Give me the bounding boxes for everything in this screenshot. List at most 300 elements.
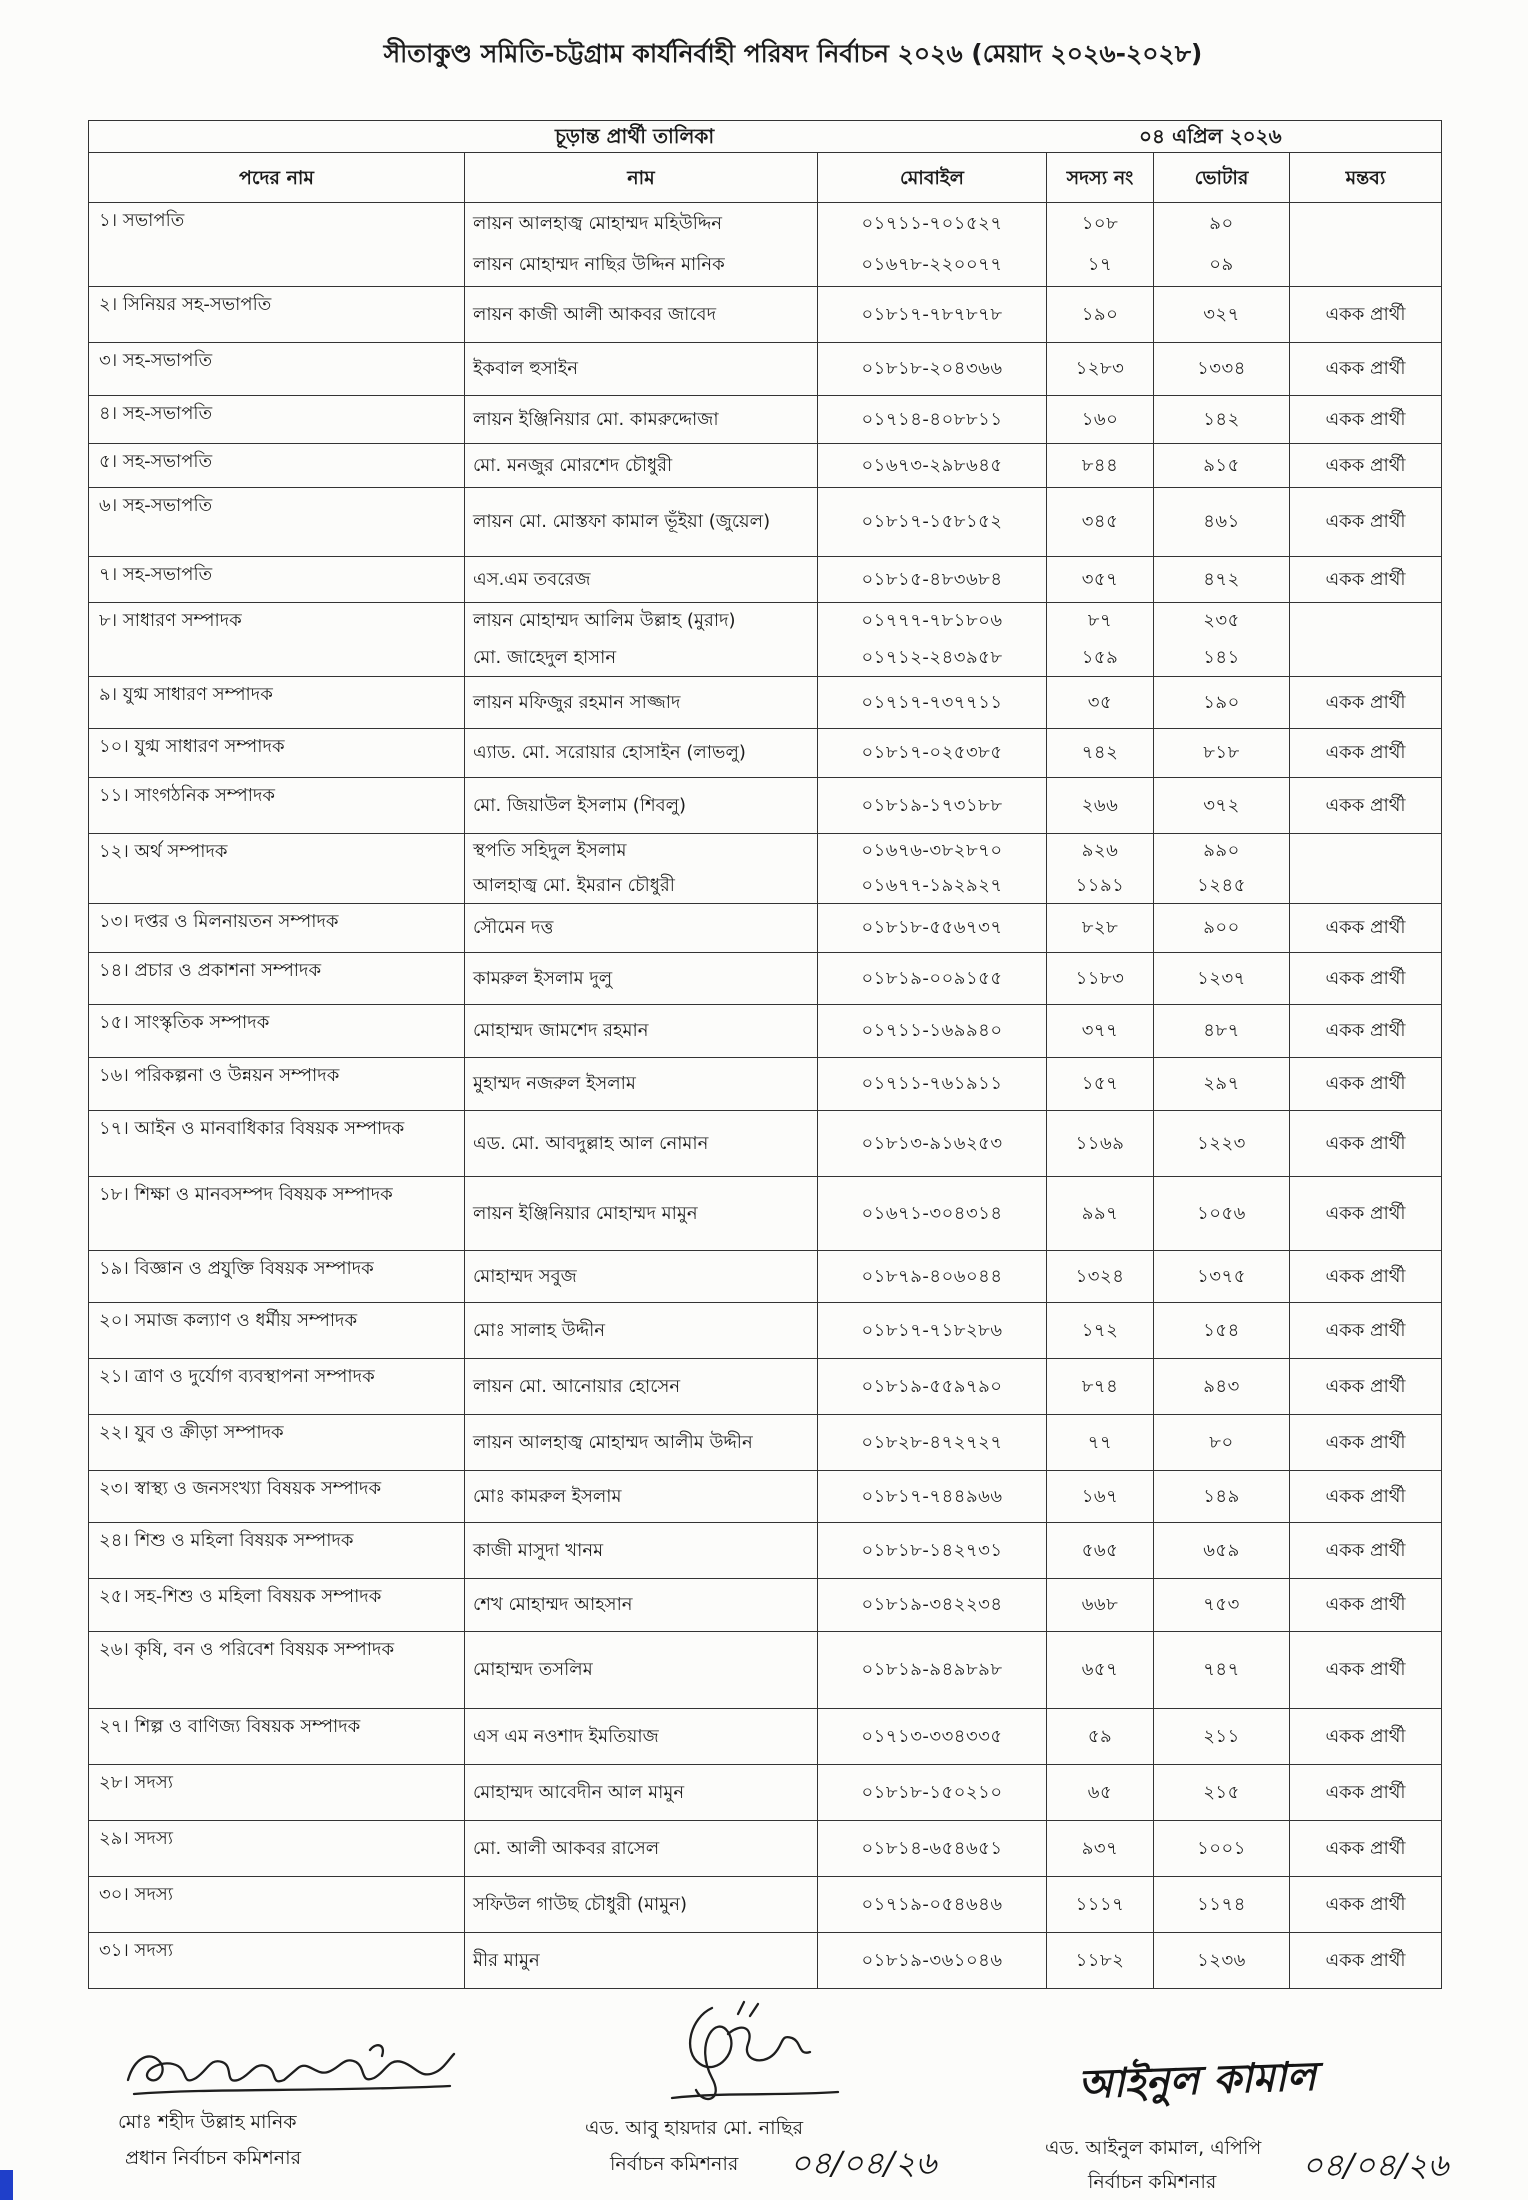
candidate-name: শেখ মোহাম্মদ আহসান bbox=[473, 1594, 633, 1615]
candidate-voters: ১৩৩৪ bbox=[1197, 358, 1246, 379]
post-cell bbox=[89, 396, 465, 443]
candidate-member-no: ৯৩৭ bbox=[1081, 1837, 1119, 1859]
candidate-mobile: ০১৮১৩-৯১৬২৫৩ bbox=[861, 1132, 1003, 1154]
remark-cell bbox=[1290, 488, 1441, 556]
mobile-cell bbox=[818, 1111, 1047, 1176]
mobile-cell bbox=[818, 1765, 1047, 1820]
remark-cell bbox=[1290, 287, 1441, 342]
candidate-member-no: ৩৪৫ bbox=[1081, 511, 1119, 532]
post-cell bbox=[89, 444, 465, 487]
commissioner-name: এড. আবু হায়দার মো. নাছির bbox=[585, 2117, 804, 2139]
remark-text: একক প্রার্থী bbox=[1325, 1431, 1406, 1453]
member-no-cell bbox=[1047, 1709, 1154, 1764]
remark-text: একক প্রার্থী bbox=[1325, 358, 1406, 379]
member-no-cell bbox=[1047, 1632, 1154, 1708]
remark-text: একক প্রার্থী bbox=[1325, 1659, 1406, 1680]
post-cell bbox=[89, 904, 465, 952]
voters-cell bbox=[1154, 1471, 1290, 1522]
candidate-voters: ১৩৭৫ bbox=[1197, 1265, 1246, 1287]
candidate-name: কাজী মাসুদা খানম bbox=[473, 1539, 604, 1561]
mobile-cell bbox=[818, 1058, 1047, 1110]
name-cell bbox=[465, 677, 818, 728]
mobile-cell bbox=[818, 1523, 1047, 1578]
member-no-cell bbox=[1047, 1251, 1154, 1302]
name-cell bbox=[465, 1005, 818, 1057]
remark-cell bbox=[1290, 1579, 1441, 1631]
candidate-name: লায়ন মোহাম্মদ নাছির উদ্দিন মানিক bbox=[473, 254, 725, 276]
candidate-mobile: ০১৬৭৩-২৯৮৬৪৫ bbox=[861, 454, 1003, 476]
table-row bbox=[89, 953, 1441, 1005]
voters-cell bbox=[1154, 444, 1290, 487]
post-name: ৩০। সদস্য bbox=[99, 1884, 174, 1905]
post-cell bbox=[89, 1415, 465, 1470]
member-no-cell bbox=[1047, 1058, 1154, 1110]
post-cell bbox=[89, 729, 465, 777]
mobile-cell bbox=[818, 778, 1047, 833]
candidate-member-no: ১১৬৯ bbox=[1075, 1132, 1125, 1154]
candidate-member-no: ১২৮৩ bbox=[1075, 358, 1125, 379]
candidate-member-no: ১১১৭ bbox=[1075, 1893, 1125, 1915]
name-cell bbox=[465, 778, 818, 833]
candidate-voters: ১১৭৪ bbox=[1197, 1893, 1246, 1915]
candidate-mobile: ০১৭১৭-৭৩৭৭১১ bbox=[861, 691, 1003, 713]
post-cell bbox=[89, 1359, 465, 1414]
table-row bbox=[89, 834, 1441, 904]
candidate-name: কামরুল ইসলাম দুলু bbox=[473, 967, 613, 989]
candidate-mobile: ০১৮১৯-০০৯১৫৫ bbox=[861, 967, 1003, 989]
scan-edge-mark bbox=[0, 2170, 13, 2200]
candidate-member-no: ১১৮২ bbox=[1075, 1949, 1125, 1971]
candidate-voters: ১২৪৫ bbox=[1197, 874, 1246, 896]
post-name: ৩১। সদস্য bbox=[99, 1940, 173, 1961]
table-row bbox=[89, 1058, 1441, 1111]
name-cell bbox=[465, 557, 818, 602]
candidate-table bbox=[88, 120, 1442, 1989]
remark-cell bbox=[1290, 1523, 1441, 1578]
candidate-mobile: ০১৮১৯-১৭৩১৮৮ bbox=[861, 794, 1003, 816]
table-row bbox=[89, 203, 1441, 287]
remark-cell bbox=[1290, 1933, 1441, 1988]
candidate-member-no: ৮২৮ bbox=[1081, 917, 1119, 938]
remark-text: একক প্রার্থী bbox=[1325, 967, 1406, 989]
chief-commissioner-name: মোঃ শহীদ উল্লাহ মানিক bbox=[118, 2111, 297, 2133]
post-name: ১৫। সাংস্কৃতিক সম্পাদক bbox=[99, 1012, 270, 1033]
mobile-cell bbox=[818, 1471, 1047, 1522]
member-no-cell bbox=[1047, 1471, 1154, 1522]
member-no-cell bbox=[1047, 729, 1154, 777]
voters-cell bbox=[1154, 1005, 1290, 1057]
voters-cell bbox=[1154, 287, 1290, 342]
name-cell bbox=[465, 287, 818, 342]
candidate-name: লায়ন আলহাজ্ব মোহাম্মদ মহিউদ্দিন bbox=[473, 212, 723, 234]
candidate-voters: ৯০ bbox=[1209, 212, 1234, 234]
voters-cell bbox=[1154, 203, 1290, 286]
post-cell bbox=[89, 778, 465, 833]
candidate-member-no: ৮৭৪ bbox=[1081, 1375, 1119, 1397]
commissioner-2-name: এড. আইনুল কামাল, এপিপি bbox=[1045, 2137, 1262, 2159]
candidate-member-no: ১৯০ bbox=[1081, 303, 1119, 325]
candidate-mobile: ০১৭১১-৭৬১৯১১ bbox=[861, 1073, 1003, 1094]
candidate-voters: ১২৩৬ bbox=[1197, 1949, 1246, 1971]
table-row bbox=[89, 1415, 1441, 1471]
mobile-cell bbox=[818, 203, 1047, 286]
member-no-cell bbox=[1047, 287, 1154, 342]
candidate-member-no: ৯৯৭ bbox=[1081, 1202, 1119, 1224]
remark-cell bbox=[1290, 1765, 1441, 1820]
post-cell bbox=[89, 834, 465, 903]
candidate-mobile: ০১৭১১-১৬৯৯৪০ bbox=[861, 1020, 1003, 1041]
candidate-name: মীর মামুন bbox=[473, 1949, 540, 1971]
remark-cell bbox=[1290, 396, 1441, 443]
post-name: ৫। সহ-সভাপতি bbox=[99, 451, 213, 472]
voters-cell bbox=[1154, 488, 1290, 556]
candidate-member-no: ১৬৭ bbox=[1081, 1485, 1119, 1507]
name-cell bbox=[465, 1877, 818, 1932]
candidate-name: এড. মো. আবদুল্লাহ আল নোমান bbox=[473, 1132, 709, 1154]
table-row bbox=[89, 1709, 1441, 1765]
candidate-member-no: ৯২৬ bbox=[1081, 840, 1119, 862]
mobile-cell bbox=[818, 904, 1047, 952]
candidate-voters: ৬৫৯ bbox=[1203, 1539, 1240, 1561]
mobile-cell bbox=[818, 1877, 1047, 1932]
candidate-voters: ৩২৭ bbox=[1203, 303, 1240, 325]
candidate-name: লায়ন ইঞ্জিনিয়ার মোহাম্মদ মামুন bbox=[473, 1202, 698, 1224]
post-name: ২৩। স্বাস্থ্য ও জনসংখ্যা বিষয়ক সম্পাদক bbox=[99, 1478, 382, 1499]
candidate-name: সফিউল গাউছ চৌধুরী (মামুন) bbox=[473, 1893, 688, 1915]
mobile-cell bbox=[818, 1821, 1047, 1876]
remark-text: একক প্রার্থী bbox=[1325, 1781, 1406, 1803]
remark-cell bbox=[1290, 343, 1441, 395]
mobile-cell bbox=[818, 396, 1047, 443]
name-cell bbox=[465, 488, 818, 556]
post-name: ৮। সাধারণ সম্পাদক bbox=[99, 610, 242, 631]
candidate-member-no: ৮৭ bbox=[1087, 610, 1113, 632]
remark-text: একক প্রার্থী bbox=[1325, 1375, 1406, 1397]
table-row bbox=[89, 488, 1441, 557]
remark-cell bbox=[1290, 1251, 1441, 1302]
post-name: ১৪। প্রচার ও প্রকাশনা সম্পাদক bbox=[99, 960, 322, 981]
member-no-cell bbox=[1047, 778, 1154, 833]
candidate-voters: ৩৭২ bbox=[1203, 794, 1240, 816]
remark-cell bbox=[1290, 1058, 1441, 1110]
remark-text: একক প্রার্থী bbox=[1325, 1594, 1406, 1615]
candidate-name: এস.এম তবরেজ bbox=[473, 568, 591, 590]
header-name: নাম bbox=[465, 153, 818, 202]
candidate-voters: ৭৫৩ bbox=[1203, 1594, 1240, 1615]
candidate-name: মোহাম্মদ তসলিম bbox=[473, 1659, 593, 1680]
member-no-cell bbox=[1047, 1821, 1154, 1876]
candidate-voters: ১০০১ bbox=[1197, 1837, 1246, 1859]
candidate-mobile: ০১৬৭৬-৩৮২৮৭০ bbox=[861, 840, 1003, 862]
member-no-cell bbox=[1047, 1111, 1154, 1176]
post-name: ২২। যুব ও ক্রীড়া সম্পাদক bbox=[99, 1422, 284, 1443]
remark-text: একক প্রার্থী bbox=[1325, 1485, 1406, 1507]
name-cell bbox=[465, 444, 818, 487]
name-cell bbox=[465, 1111, 818, 1176]
mobile-cell bbox=[818, 1303, 1047, 1358]
mobile-cell bbox=[818, 1933, 1047, 1988]
name-cell bbox=[465, 1523, 818, 1578]
candidate-name: মো. জাহেদুল হাসান bbox=[473, 646, 617, 668]
name-cell bbox=[465, 1415, 818, 1470]
mobile-cell bbox=[818, 1005, 1047, 1057]
name-cell bbox=[465, 834, 818, 903]
table-row bbox=[89, 1877, 1441, 1933]
table-row bbox=[89, 1933, 1441, 1989]
table-body bbox=[89, 203, 1441, 1989]
post-name: ৯। যুগ্ম সাধারণ সম্পাদক bbox=[99, 684, 273, 705]
post-name: ২০। সমাজ কল্যাণ ও ধর্মীয় সম্পাদক bbox=[99, 1310, 358, 1331]
voters-cell bbox=[1154, 343, 1290, 395]
remark-text: একক প্রার্থী bbox=[1325, 1319, 1406, 1341]
candidate-mobile: ০১৮১৮-১৪২৭৩১ bbox=[861, 1539, 1003, 1561]
candidate-mobile: ০১৮১৪-৬৫৪৬৫১ bbox=[861, 1837, 1003, 1859]
member-no-cell bbox=[1047, 488, 1154, 556]
candidate-voters: ৯০০ bbox=[1203, 917, 1240, 938]
candidate-mobile: ০১৭১২-২৪৩৯৫৮ bbox=[861, 646, 1003, 668]
name-cell bbox=[465, 1765, 818, 1820]
candidate-voters: ২৯৭ bbox=[1203, 1073, 1240, 1094]
voters-cell bbox=[1154, 1709, 1290, 1764]
table-row bbox=[89, 1765, 1441, 1821]
mobile-cell bbox=[818, 1709, 1047, 1764]
voters-cell bbox=[1154, 1359, 1290, 1414]
candidate-name: মোহাম্মদ আবেদীন আল মামুন bbox=[473, 1781, 685, 1803]
candidate-name: লায়ন মো. মোস্তফা কামাল ভূঁইয়া (জুয়েল) bbox=[473, 511, 771, 532]
mobile-cell bbox=[818, 1579, 1047, 1631]
member-no-cell bbox=[1047, 1579, 1154, 1631]
candidate-voters: ২১১ bbox=[1203, 1725, 1240, 1747]
remark-text: একক প্রার্থী bbox=[1325, 1539, 1406, 1561]
remark-text: একক প্রার্থী bbox=[1325, 1725, 1406, 1747]
voters-cell bbox=[1154, 396, 1290, 443]
candidate-voters: ১২২৩ bbox=[1197, 1132, 1246, 1154]
candidate-member-no: ৬৫৭ bbox=[1081, 1659, 1119, 1680]
post-name: ১০। যুগ্ম সাধারণ সম্পাদক bbox=[99, 736, 285, 757]
header-voters: ভোটার bbox=[1154, 153, 1290, 202]
remark-text: একক প্রার্থী bbox=[1325, 691, 1406, 713]
voters-cell bbox=[1154, 1765, 1290, 1820]
candidate-mobile: ০১৭১৯-০৫৪৬৪৬ bbox=[861, 1893, 1003, 1915]
member-no-cell bbox=[1047, 1359, 1154, 1414]
candidate-member-no: ৮৪৪ bbox=[1081, 454, 1119, 476]
remark-cell bbox=[1290, 1632, 1441, 1708]
candidate-voters: ৯৯০ bbox=[1203, 840, 1240, 862]
candidate-voters: ৪৮৭ bbox=[1203, 1020, 1240, 1041]
post-cell bbox=[89, 1058, 465, 1110]
candidate-member-no: ৫৯ bbox=[1087, 1725, 1113, 1747]
candidate-voters: ১৪২ bbox=[1203, 408, 1240, 430]
post-cell bbox=[89, 603, 465, 676]
post-name: ১৯। বিজ্ঞান ও প্রযুক্তি বিষয়ক সম্পাদক bbox=[99, 1258, 374, 1279]
commissioner-designation: নির্বাচন কমিশনার bbox=[610, 2153, 739, 2175]
remark-cell bbox=[1290, 729, 1441, 777]
candidate-member-no: ১৫৯ bbox=[1081, 646, 1119, 668]
table-row bbox=[89, 1632, 1441, 1709]
remark-text: একক প্রার্থী bbox=[1325, 1073, 1406, 1094]
member-no-cell bbox=[1047, 1523, 1154, 1578]
member-no-cell bbox=[1047, 677, 1154, 728]
header-remark: মন্তব্য bbox=[1345, 166, 1386, 189]
post-name: ২৫। সহ-শিশু ও মহিলা বিষয়ক সম্পাদক bbox=[99, 1586, 382, 1607]
remark-cell bbox=[1290, 953, 1441, 1004]
candidate-voters: ১৪১ bbox=[1203, 646, 1240, 668]
candidate-name: মোঃ কামরুল ইসলাম bbox=[473, 1485, 622, 1507]
candidate-member-no: ৭৭ bbox=[1087, 1431, 1113, 1453]
voters-cell bbox=[1154, 1303, 1290, 1358]
table-row bbox=[89, 1251, 1441, 1303]
voters-cell bbox=[1154, 1877, 1290, 1932]
candidate-member-no: ৩৫ bbox=[1087, 691, 1113, 713]
candidate-mobile: ০১৭১৩-৩৩৪৩৩৫ bbox=[861, 1725, 1003, 1747]
candidate-member-no: ১১৮৩ bbox=[1075, 967, 1125, 989]
post-cell bbox=[89, 1471, 465, 1522]
post-cell bbox=[89, 953, 465, 1004]
post-name: ১৬। পরিকল্পনা ও উন্নয়ন সম্পাদক bbox=[99, 1065, 340, 1086]
post-cell bbox=[89, 1765, 465, 1820]
name-cell bbox=[465, 1821, 818, 1876]
candidate-member-no: ১০৮ bbox=[1081, 212, 1119, 234]
table-row bbox=[89, 729, 1441, 778]
commissioner-handwritten-date: ০৪/০৪/২৬ bbox=[790, 2144, 937, 2182]
candidate-mobile: ০১৮১৭-৭৪৪৯৬৬ bbox=[861, 1485, 1003, 1507]
mobile-cell bbox=[818, 343, 1047, 395]
mobile-cell bbox=[818, 953, 1047, 1004]
post-cell bbox=[89, 1251, 465, 1302]
name-cell bbox=[465, 1177, 818, 1250]
candidate-mobile: ০১৮১৭-৭৮৭৮৭৮ bbox=[861, 303, 1003, 325]
remark-cell bbox=[1290, 1359, 1441, 1414]
remark-text: একক প্রার্থী bbox=[1325, 1949, 1406, 1971]
name-cell bbox=[465, 1359, 818, 1414]
post-name: ২৪। শিশু ও মহিলা বিষয়ক সম্পাদক bbox=[99, 1530, 354, 1551]
name-cell bbox=[465, 396, 818, 443]
candidate-name: মোহাম্মদ সবুজ bbox=[473, 1265, 577, 1287]
candidate-name: মো. আলী আকবর রাসেল bbox=[473, 1837, 660, 1859]
post-name: ২৯। সদস্য bbox=[99, 1828, 173, 1849]
header-mobile: মোবাইল bbox=[818, 153, 1047, 202]
candidate-member-no: ৩৭৭ bbox=[1081, 1020, 1119, 1041]
post-name: ৭। সহ-সভাপতি bbox=[99, 564, 213, 585]
candidate-mobile: ০১৬৭১-৩০৪৩১৪ bbox=[861, 1202, 1003, 1224]
voters-cell bbox=[1154, 1177, 1290, 1250]
remark-cell bbox=[1290, 904, 1441, 952]
remark-cell bbox=[1290, 1005, 1441, 1057]
commissioner-2-handwritten-date: ০৪/০৪/২৬ bbox=[1302, 2146, 1449, 2184]
commissioner-signature bbox=[642, 1994, 842, 2112]
candidate-member-no: ৩৫৭ bbox=[1081, 568, 1119, 590]
remark-text: একক প্রার্থী bbox=[1325, 1132, 1406, 1154]
post-cell bbox=[89, 488, 465, 556]
list-title: চূড়ান্ত প্রার্থী তালিকা bbox=[555, 124, 715, 148]
candidate-voters: ৮১৮ bbox=[1203, 742, 1240, 763]
voters-cell bbox=[1154, 1111, 1290, 1176]
member-no-cell bbox=[1047, 603, 1154, 676]
voters-cell bbox=[1154, 778, 1290, 833]
candidate-voters: ১৫৪ bbox=[1203, 1319, 1240, 1341]
post-name: ২১। ত্রাণ ও দুর্যোগ ব্যবস্থাপনা সম্পাদক bbox=[99, 1366, 375, 1387]
table-header-row bbox=[89, 153, 1441, 203]
candidate-mobile: ০১৮১৭-০২৫৩৮৫ bbox=[861, 742, 1003, 763]
voters-cell bbox=[1154, 729, 1290, 777]
member-no-cell bbox=[1047, 396, 1154, 443]
name-cell bbox=[465, 729, 818, 777]
commissioner-2-designation: নির্বাচন কমিশনার bbox=[1088, 2171, 1217, 2193]
remark-cell bbox=[1290, 557, 1441, 602]
chief-commissioner-signature bbox=[120, 2028, 460, 2110]
remark-cell bbox=[1290, 1821, 1441, 1876]
candidate-mobile: ০১৮১৭-১৫৮১৫২ bbox=[861, 511, 1003, 532]
post-cell bbox=[89, 1005, 465, 1057]
candidate-mobile: ০১৮১৯-৯৪৯৮৯৮ bbox=[861, 1659, 1003, 1680]
candidate-name: ইকবাল হুসাইন bbox=[473, 358, 579, 379]
candidate-voters: ৯৪৩ bbox=[1203, 1375, 1240, 1397]
name-cell bbox=[465, 1251, 818, 1302]
remark-cell bbox=[1290, 677, 1441, 728]
remark-text: একক প্রার্থী bbox=[1325, 1020, 1406, 1041]
table-row bbox=[89, 904, 1441, 953]
post-cell bbox=[89, 1632, 465, 1708]
table-row bbox=[89, 444, 1441, 488]
remark-text: একক প্রার্থী bbox=[1325, 1265, 1406, 1287]
voters-cell bbox=[1154, 1579, 1290, 1631]
candidate-mobile: ০১৮১৯-৩৪২২৩৪ bbox=[861, 1594, 1003, 1615]
post-name: ২৭। শিল্প ও বাণিজ্য বিষয়ক সম্পাদক bbox=[99, 1716, 361, 1737]
voters-cell bbox=[1154, 557, 1290, 602]
remark-text: একক প্রার্থী bbox=[1325, 794, 1406, 816]
name-cell bbox=[465, 603, 818, 676]
document-title: সীতাকুণ্ড সমিতি-চট্টগ্রাম কার্যনির্বাহী পরিষদ নির্বাচন ২০২৬ (মেয়াদ ২০২৬-২০২৮) bbox=[383, 39, 1203, 68]
member-no-cell bbox=[1047, 953, 1154, 1004]
post-name: ১। সভাপতি bbox=[99, 210, 185, 231]
post-name: ২৬। কৃষি, বন ও পরিবেশ বিষয়ক সম্পাদক bbox=[99, 1639, 395, 1660]
candidate-voters: ১৯০ bbox=[1203, 691, 1240, 713]
candidate-mobile: ০১৮১৮-১৫০২১০ bbox=[861, 1781, 1003, 1803]
voters-cell bbox=[1154, 904, 1290, 952]
member-no-cell bbox=[1047, 1177, 1154, 1250]
remark-text: একক প্রার্থী bbox=[1325, 1893, 1406, 1915]
candidate-member-no: ১৫৭ bbox=[1081, 1073, 1119, 1094]
table-row bbox=[89, 1177, 1441, 1251]
post-name: ১৮। শিক্ষা ও মানবসম্পদ বিষয়ক সম্পাদক bbox=[99, 1184, 393, 1205]
candidate-name: এ্যাড. মো. সরোয়ার হোসাইন (লাভলু) bbox=[473, 742, 746, 763]
post-cell bbox=[89, 1523, 465, 1578]
post-cell bbox=[89, 1933, 465, 1988]
name-cell bbox=[465, 1058, 818, 1110]
table-row bbox=[89, 1111, 1441, 1177]
candidate-mobile: ০১৬৭৮-২২০০৭৭ bbox=[861, 254, 1003, 276]
post-cell bbox=[89, 343, 465, 395]
post-cell bbox=[89, 287, 465, 342]
table-row bbox=[89, 1303, 1441, 1359]
post-cell bbox=[89, 1303, 465, 1358]
post-name: ১৭। আইন ও মানবাধিকার বিষয়ক সম্পাদক bbox=[99, 1118, 405, 1139]
candidate-voters: ৭৪৭ bbox=[1203, 1659, 1240, 1680]
name-cell bbox=[465, 1933, 818, 1988]
candidate-voters: ৮০ bbox=[1209, 1431, 1234, 1453]
post-name: ১২। অর্থ সম্পাদক bbox=[99, 841, 228, 862]
header-member-no: সদস্য নং bbox=[1047, 153, 1154, 202]
candidate-member-no: ২৬৬ bbox=[1081, 794, 1119, 816]
candidate-name: লায়ন ইঞ্জিনিয়ার মো. কামরুদ্দোজা bbox=[473, 408, 719, 430]
mobile-cell bbox=[818, 834, 1047, 903]
name-cell bbox=[465, 1632, 818, 1708]
voters-cell bbox=[1154, 1415, 1290, 1470]
header-post: পদের নাম bbox=[89, 153, 465, 202]
remark-cell bbox=[1290, 1111, 1441, 1176]
post-name: ২। সিনিয়র সহ-সভাপতি bbox=[99, 294, 272, 315]
candidate-name: মোহাম্মদ জামশেদ রহমান bbox=[473, 1020, 649, 1041]
